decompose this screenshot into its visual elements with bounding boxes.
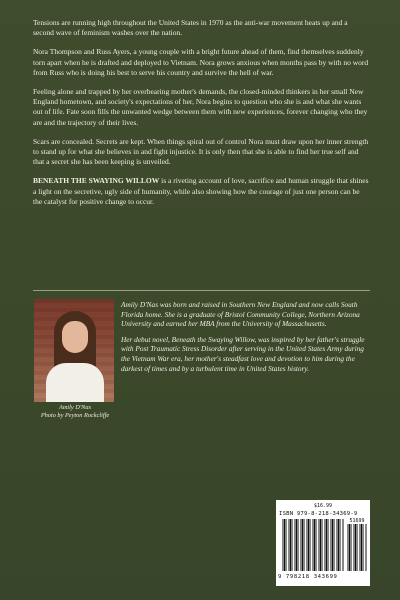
ean-barcode-bars — [282, 519, 344, 571]
synopsis-closing-text: is a riveting account of love, sacrifice and human struggle that shines a light on the secretive, ugly side of humanity, while also showing how the courage of just one person can be the catalyst for positive change to occur. — [33, 176, 369, 206]
ean-number: 9 798218 343699 — [278, 574, 338, 580]
isbn-barcode — [276, 500, 370, 586]
author-bio-paragraph-2: Her debut novel, Beneath the Swaying Willow, was inspired by her father's struggle with Post Traumatic Stress Disorder after serving in the United States Army during the Vietnam War era, her mother's steadfast love and devotion to him during the darkest of times and by a turbulent time in United States history. — [121, 334, 365, 373]
author-name: Amily D'Nas — [59, 404, 91, 411]
author-photo-caption — [34, 404, 116, 420]
synopsis-paragraph-1: Tensions are running high throughout the United States in 1970 as the anti-war movement heats up and a second wave of feminism washes over the nation. — [33, 18, 348, 38]
photo-credit: Photo by Peyton Rockcliffe — [40, 412, 110, 419]
author-photo — [34, 299, 114, 402]
book-title: BENEATH THE SWAYING WILLOW — [33, 176, 160, 186]
author-bio — [121, 300, 373, 379]
author-bio-paragraph-1: Amily D'Nas was born and raised in Southern New England and now calls South Florida home. She is a graduate of Bristol Community College, Northern Arizona University and earned her MBA from the University of Massachusetts. — [121, 300, 360, 329]
addon-barcode-bars — [347, 524, 367, 571]
synopsis-paragraph-3: Feeling alone and trapped by her overbearing mother's demands, the closed-minded thinkers in her small New England hometown, and society's expectations of her, Nora begins to question who she is and what she wants out of life. Fate soon fills the unwanted wedge between them with new experiences, forever changing who they are and the trajectory of their lives. — [33, 87, 368, 127]
section-divider — [33, 290, 370, 291]
synopsis-closing — [33, 176, 370, 207]
isbn-label: ISBN 979-8-218-34369-9 — [279, 511, 358, 517]
synopsis-paragraph-4: Scars are concealed. Secrets are kept. When things spiral out of control Nora must draw upon her inner strength to stand up for what she believes in and fight injustice. It is only then that she is able to find her true self and that a secret she has been keeping is unveiled. — [33, 136, 369, 167]
synopsis-paragraph-2: Nora Thompson and Russ Ayers, a young couple with a bright future ahead of them, find themselves suddenly torn apart when he is drafted and deployed to Vietnam. Nora grows anxious when months pass by with no word from Russ who is doing his best to serve his country and survive the hell of war. — [33, 47, 369, 77]
price-label: $16.99 — [313, 503, 333, 509]
book-synopsis — [33, 18, 370, 216]
addon-number: 51699 — [349, 518, 365, 524]
